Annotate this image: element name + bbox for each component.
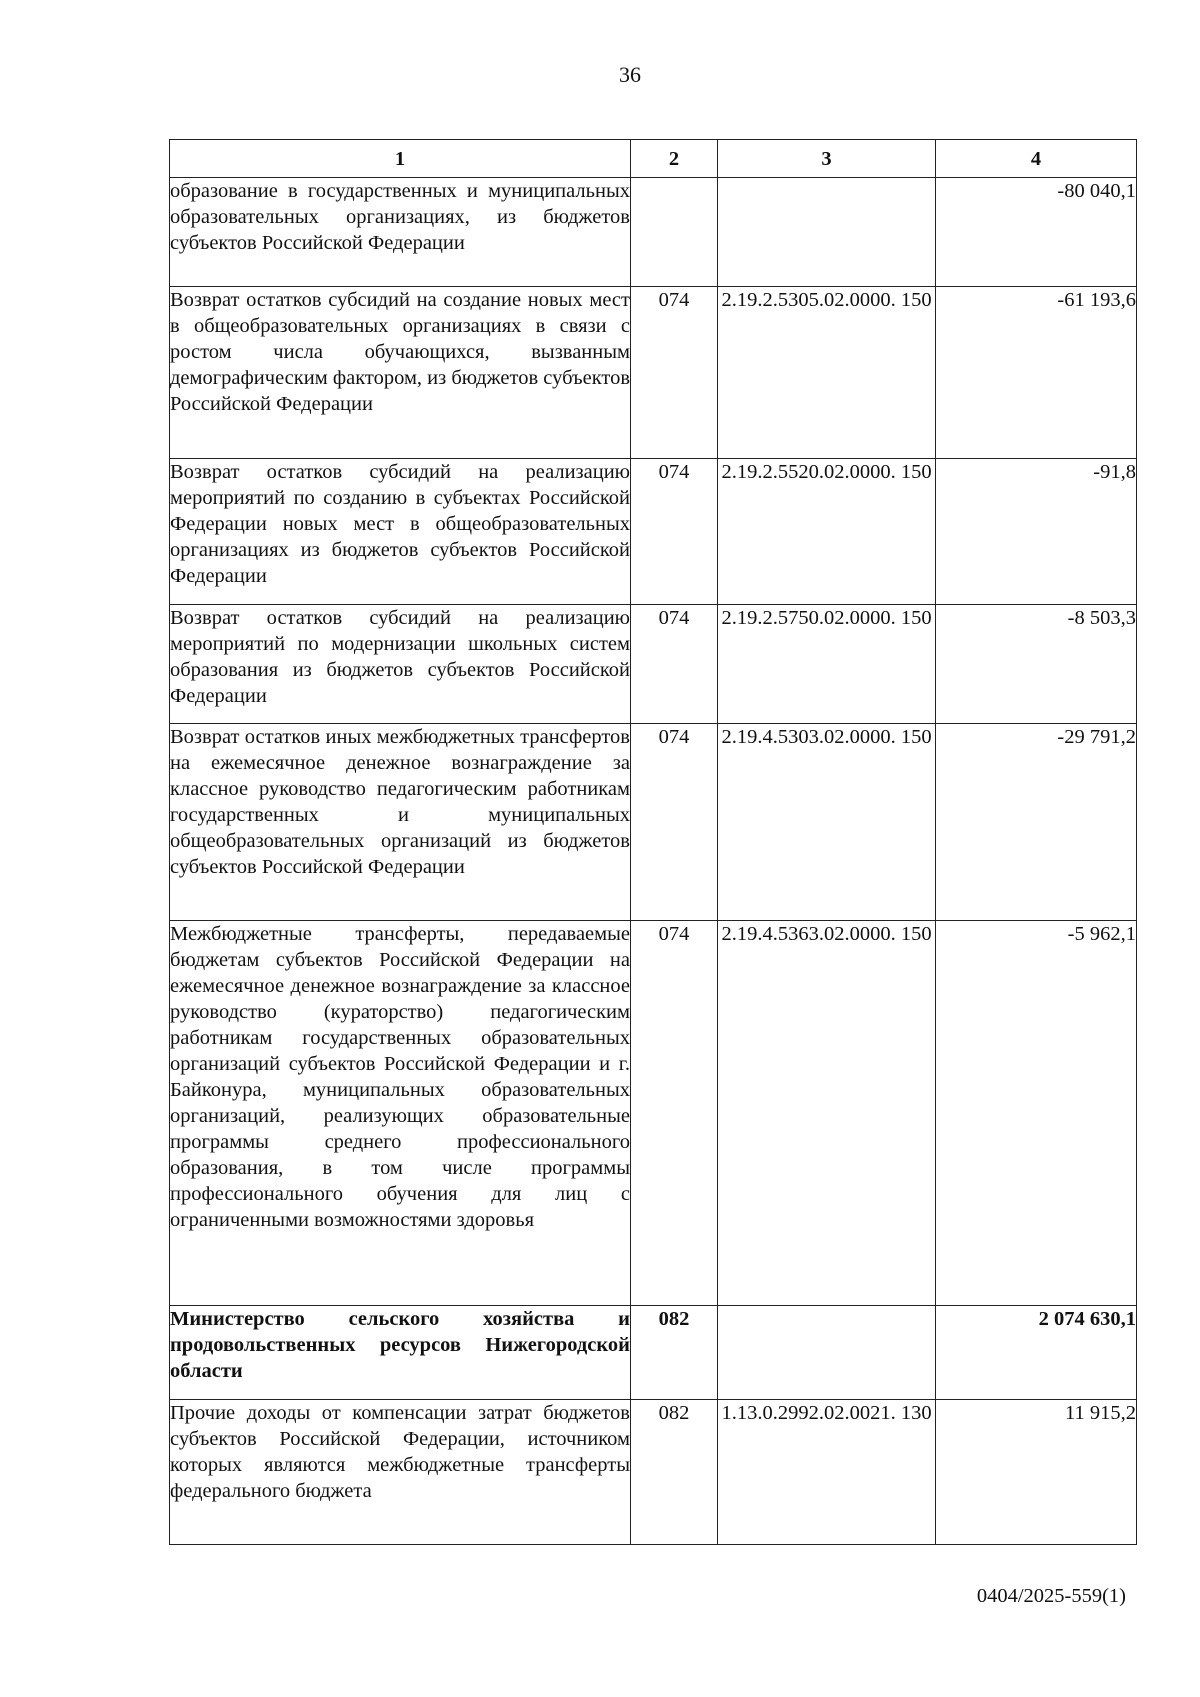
table-row bbox=[170, 459, 1137, 605]
table-row bbox=[170, 178, 1137, 287]
row-kbk: 1.13.0.2992.02.0021. 130 bbox=[718, 1400, 936, 1545]
row-kbk: 2.19.4.5363.02.0000. 150 bbox=[718, 921, 936, 1306]
row-amount: -8 503,3 bbox=[936, 605, 1137, 724]
row-amount: -61 193,6 bbox=[936, 287, 1137, 459]
row-amount: -91,8 bbox=[936, 459, 1137, 605]
row-name: Возврат остатков субсидий на реализацию мероприятий по созданию в субъектах Российской Федерации новых мест в общеобразовательных организациях из бюджетов субъектов Российской Федерации bbox=[170, 459, 631, 605]
table-row bbox=[170, 724, 1137, 921]
row-kbk: 2.19.2.5750.02.0000. 150 bbox=[718, 605, 936, 724]
budget-table bbox=[169, 139, 1137, 1545]
row-kbk: 2.19.4.5303.02.0000. 150 bbox=[718, 724, 936, 921]
row-kbk bbox=[718, 1306, 936, 1400]
row-name: образование в государственных и муниципальных образовательных организациях, из бюджетов субъектов Российской Федерации bbox=[170, 178, 631, 287]
table-row-ministry bbox=[170, 1306, 1137, 1400]
page-number: 36 bbox=[619, 62, 641, 87]
document-number: 0404/2025-559(1) bbox=[976, 1585, 1126, 1607]
table-header-row bbox=[170, 140, 1137, 178]
row-name: Министерство сельского хозяйства и продовольственных ресурсов Нижегородской области bbox=[170, 1306, 631, 1400]
column-header-1: 1 bbox=[170, 140, 631, 178]
row-name: Возврат остатков иных межбюджетных трансфертов на ежемесячное денежное вознаграждение за классное руководство педагогическим работникам государственных и муниципальных общеобразовательных организаций из бюджетов субъектов Российской Федерации bbox=[170, 724, 631, 921]
row-code: 074 bbox=[631, 605, 718, 724]
row-amount: 2 074 630,1 bbox=[936, 1306, 1137, 1400]
row-amount: 11 915,2 bbox=[936, 1400, 1137, 1545]
row-code: 074 bbox=[631, 724, 718, 921]
column-header-2: 2 bbox=[631, 140, 718, 178]
row-name: Прочие доходы от компенсации затрат бюджетов субъектов Российской Федерации, источником которых являются межбюджетные трансферты федерального бюджета bbox=[170, 1400, 631, 1545]
table-row bbox=[170, 605, 1137, 724]
table-row bbox=[170, 1400, 1137, 1545]
row-name: Возврат остатков субсидий на создание новых мест в общеобразовательных организациях в связи с ростом числа обучающихся, вызванным демографическим фактором, из бюджетов субъектов Российской Федерации bbox=[170, 287, 631, 459]
row-code: 082 bbox=[631, 1306, 718, 1400]
table-row bbox=[170, 921, 1137, 1306]
row-kbk: 2.19.2.5520.02.0000. 150 bbox=[718, 459, 936, 605]
column-header-3: 3 bbox=[718, 140, 936, 178]
row-amount: -29 791,2 bbox=[936, 724, 1137, 921]
column-header-4: 4 bbox=[936, 140, 1137, 178]
row-amount: -80 040,1 bbox=[936, 178, 1137, 287]
row-code: 074 bbox=[631, 287, 718, 459]
row-code bbox=[631, 178, 718, 287]
row-code: 082 bbox=[631, 1400, 718, 1545]
row-kbk: 2.19.2.5305.02.0000. 150 bbox=[718, 287, 936, 459]
row-code: 074 bbox=[631, 459, 718, 605]
table-row bbox=[170, 287, 1137, 459]
row-kbk bbox=[718, 178, 936, 287]
row-name: Межбюджетные трансферты, передаваемые бюджетам субъектов Российской Федерации на ежемесячное денежное вознаграждение за классное руководство (кураторство) педагогическим работникам государственных образовательных организаций субъектов Российской Федерации и г. Байконура, муниципальных образовательных организаций, реализующих образовательные программы среднего профессионального образования, в том числе программы профессионального обучения для лиц с ограниченными возможностями здоровья bbox=[170, 921, 631, 1306]
row-amount: -5 962,1 bbox=[936, 921, 1137, 1306]
row-name: Возврат остатков субсидий на реализацию мероприятий по модернизации школьных систем образования из бюджетов субъектов Российской Федерации bbox=[170, 605, 631, 724]
row-code: 074 bbox=[631, 921, 718, 1306]
